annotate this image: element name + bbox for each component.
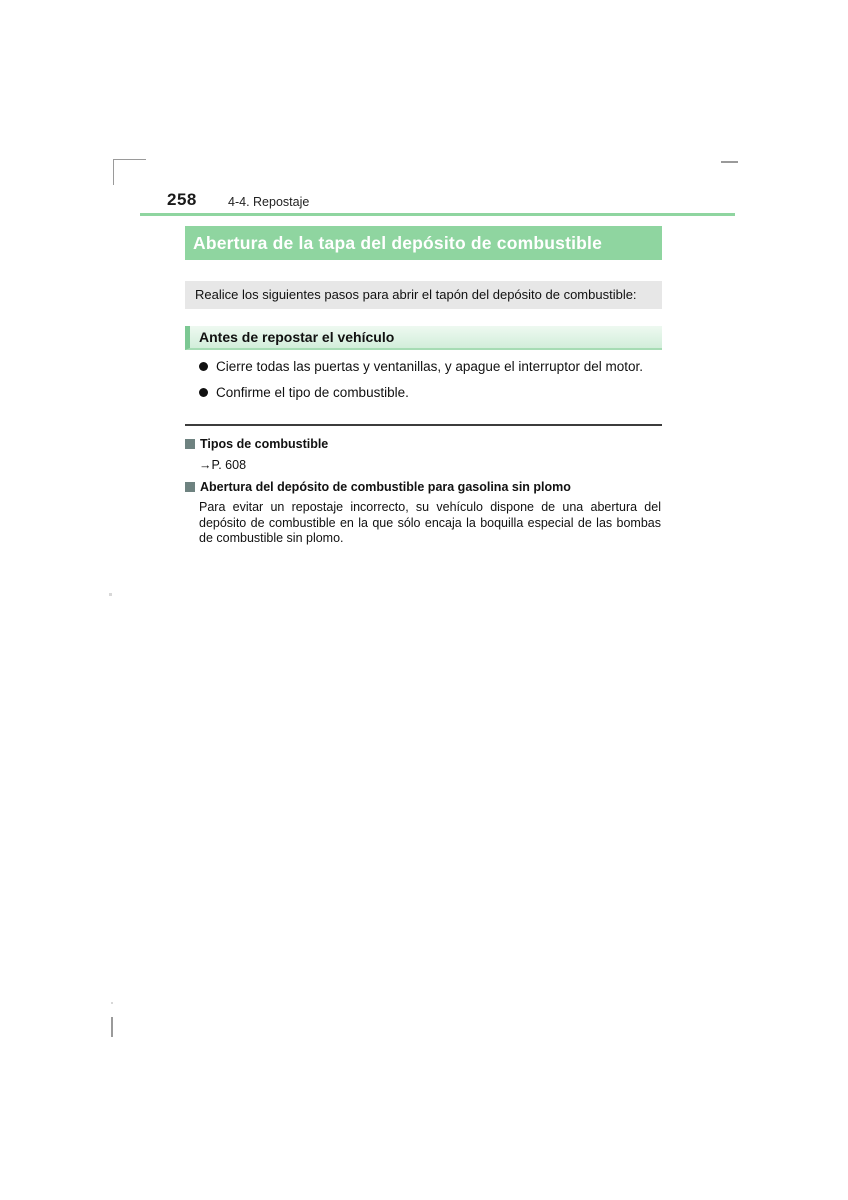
subsection-header: Antes de repostar el vehículo bbox=[185, 326, 662, 350]
bullet-icon bbox=[199, 362, 208, 371]
page-reference: →P. 608 bbox=[199, 458, 247, 472]
note-title bbox=[185, 480, 662, 494]
section-breadcrumb: 4-4. Repostaje bbox=[228, 195, 310, 209]
registration-speck-bottom-left bbox=[111, 1002, 113, 1004]
square-marker-icon bbox=[185, 439, 195, 449]
note-title bbox=[185, 437, 662, 451]
crop-mark-bottom-left-tick bbox=[111, 1017, 113, 1037]
square-marker-icon bbox=[185, 482, 195, 492]
crop-mark-top-left-horizontal bbox=[113, 159, 146, 160]
bullet-icon bbox=[199, 388, 208, 397]
section-divider bbox=[185, 424, 662, 426]
header-green-rule bbox=[140, 213, 735, 216]
note-title-text: Abertura del depósito de combustible para gasolina sin plomo bbox=[200, 480, 571, 494]
list-item bbox=[199, 385, 662, 401]
crop-mark-top-right-dash bbox=[721, 161, 738, 163]
crop-mark-top-left-vertical bbox=[113, 159, 114, 185]
intro-instruction-box: Realice los siguientes pasos para abrir el tapón del depósito de combustible: bbox=[185, 281, 662, 309]
list-item-text: Confirme el tipo de combustible. bbox=[216, 385, 409, 400]
registration-speck-mid-left bbox=[109, 593, 112, 596]
list-item-text: Cierre todas las puertas y ventanillas, y apague el interruptor del motor. bbox=[216, 359, 643, 374]
note-body-paragraph: Para evitar un repostaje incorrecto, su vehículo dispone de una abertura del depósito de combustible en la que sólo encaja la boquilla especial de las bombas de combustible sin plomo. bbox=[199, 500, 661, 545]
note-title-text: Tipos de combustible bbox=[200, 437, 329, 451]
page-title: Abertura de la tapa del depósito de combustible bbox=[185, 226, 662, 260]
page-number: 258 bbox=[167, 190, 197, 209]
list-item bbox=[199, 359, 662, 375]
